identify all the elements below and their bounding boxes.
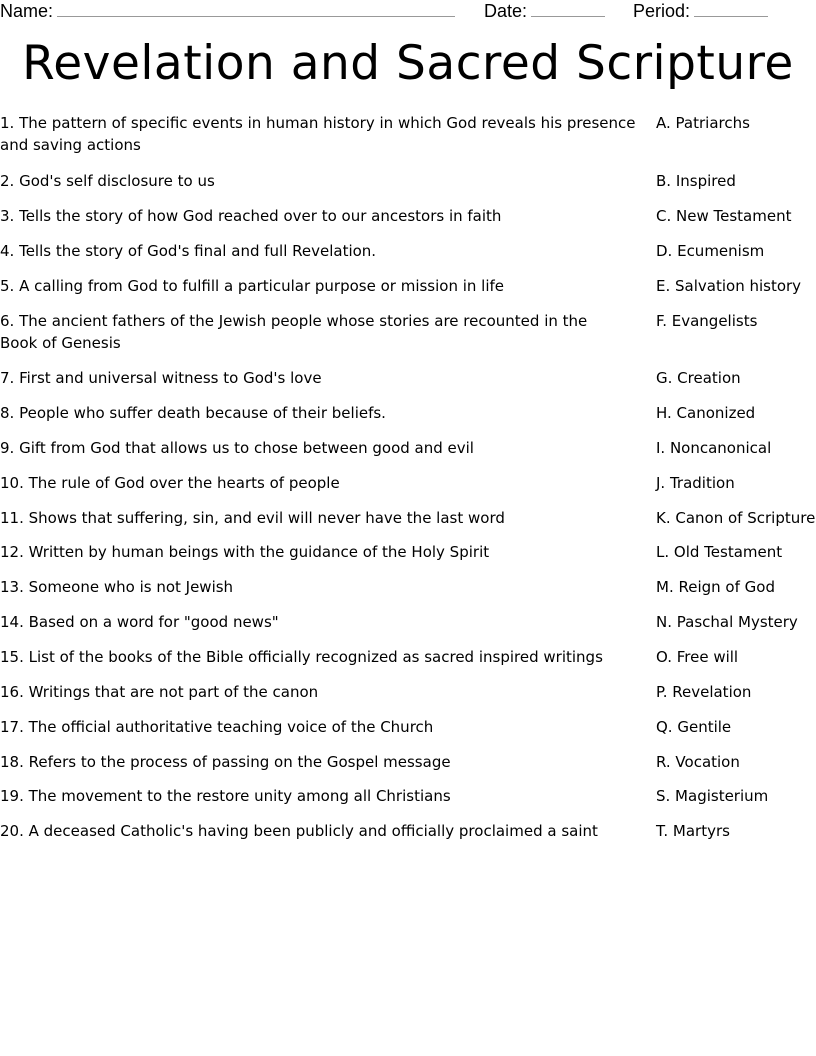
question-item: 12. Written by human beings with the guidance of the Holy Spirit (0, 543, 490, 561)
page-title: Revelation and Sacred Scripture (22, 36, 794, 91)
period-label: Period: (633, 1, 691, 21)
answer-item: F. Evangelists (656, 312, 758, 330)
answer-item: J. Tradition (656, 474, 735, 492)
answer-item: K. Canon of Scripture (656, 509, 816, 527)
answer-item: P. Revelation (656, 683, 752, 701)
question-item: 8. People who suffer death because of their beliefs. (0, 404, 386, 422)
question-item: 16. Writings that are not part of the canon (0, 683, 319, 701)
answer-item: O. Free will (656, 648, 739, 666)
question-item: 6. The ancient fathers of the Jewish people whose stories are recounted in the Book of Genesis (0, 312, 588, 352)
name-label: Name: (0, 1, 54, 21)
answer-item: I. Noncanonical (656, 439, 772, 457)
question-item: 10. The rule of God over the hearts of people (0, 474, 340, 492)
answer-item: G. Creation (656, 369, 741, 387)
question-item: 3. Tells the story of how God reached over to our ancestors in faith (0, 207, 502, 225)
answer-item: A. Patriarchs (656, 114, 750, 132)
question-item: 7. First and universal witness to God's love (0, 369, 322, 387)
question-item: 19. The movement to the restore unity among all Christians (0, 787, 451, 805)
worksheet-header (0, 0, 816, 24)
answer-item: N. Paschal Mystery (656, 613, 798, 631)
answer-item: B. Inspired (656, 172, 736, 190)
question-item: 18. Refers to the process of passing on the Gospel message (0, 753, 451, 771)
answer-item: T. Martyrs (656, 822, 730, 840)
question-item: 1. The pattern of specific events in human history in which God reveals his presence and saving actions (0, 114, 636, 154)
question-item: 20. A deceased Catholic's having been publicly and officially proclaimed a saint (0, 822, 598, 840)
date-field[interactable] (484, 0, 605, 22)
question-item: 4. Tells the story of God's final and full Revelation. (0, 242, 377, 260)
period-blank[interactable] (694, 0, 768, 17)
answer-item: H. Canonized (656, 404, 756, 422)
date-label: Date: (484, 1, 528, 21)
question-item: 5. A calling from God to fulfill a particular purpose or mission in life (0, 277, 505, 295)
answer-item: L. Old Testament (656, 543, 783, 561)
question-item: 2. God's self disclosure to us (0, 172, 215, 190)
question-item: 15. List of the books of the Bible officially recognized as sacred inspired writings (0, 648, 603, 666)
date-blank[interactable] (531, 0, 605, 17)
question-item: 14. Based on a word for "good news" (0, 613, 279, 631)
answer-item: S. Magisterium (656, 787, 769, 805)
period-field[interactable] (633, 0, 768, 22)
question-item: 13. Someone who is not Jewish (0, 578, 234, 596)
answer-item: D. Ecumenism (656, 242, 765, 260)
answer-item: R. Vocation (656, 753, 740, 771)
question-item: 17. The official authoritative teaching voice of the Church (0, 718, 434, 736)
question-item: 11. Shows that suffering, sin, and evil will never have the last word (0, 509, 505, 527)
answer-item: C. New Testament (656, 207, 792, 225)
answer-item: Q. Gentile (656, 718, 732, 736)
answer-item: M. Reign of God (656, 578, 775, 596)
name-blank[interactable] (57, 0, 455, 17)
question-item: 9. Gift from God that allows us to chose between good and evil (0, 439, 474, 457)
name-field[interactable] (0, 0, 455, 22)
answer-item: E. Salvation history (656, 277, 802, 295)
